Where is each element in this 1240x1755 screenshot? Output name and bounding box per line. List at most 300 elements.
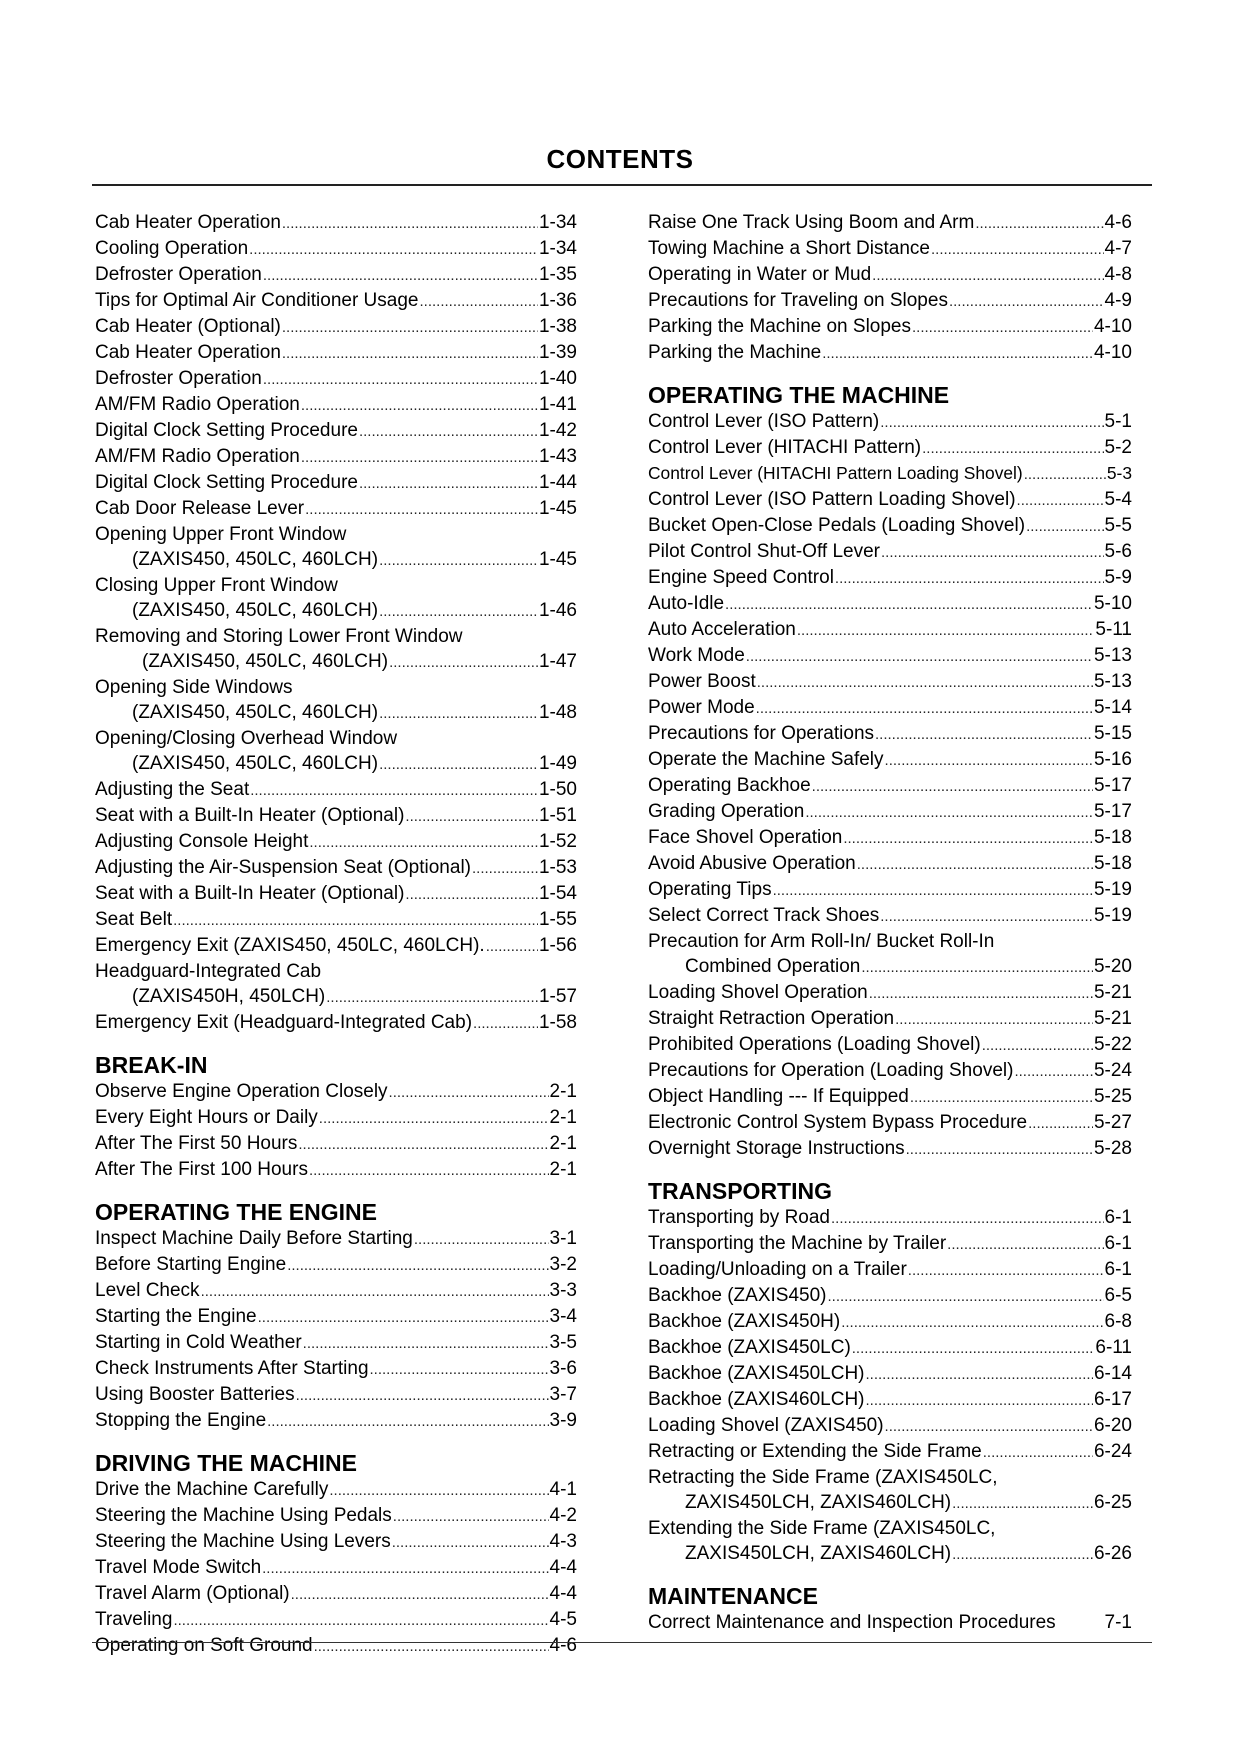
toc-entry[interactable]	[95, 881, 577, 907]
toc-entry-page: 1-57	[538, 986, 577, 1007]
toc-entry[interactable]	[95, 1633, 577, 1659]
toc-entry[interactable]	[95, 470, 577, 496]
toc-entry[interactable]	[95, 1157, 577, 1183]
toc-entry[interactable]	[648, 1136, 1132, 1162]
toc-entry-page: 2-1	[549, 1133, 577, 1154]
toc-entry-title: Defroster Operation	[95, 368, 262, 389]
toc-entry-title: Select Correct Track Shoes	[648, 905, 880, 926]
toc-entry[interactable]	[95, 1278, 577, 1304]
toc-entry-title: Prohibited Operations (Loading Shovel)	[648, 1034, 981, 1055]
toc-entry-page: 5-20	[1093, 956, 1132, 977]
dot-leader	[757, 670, 1093, 695]
toc-entry-title: ZAXIS450LCH, ZAXIS460LCH)	[685, 1543, 952, 1564]
toc-entry[interactable]	[95, 236, 577, 262]
toc-entry-title: Adjusting the Air-Suspension Seat (Optional)	[95, 857, 471, 878]
toc-entry-title: Avoid Abusive Operation	[648, 853, 856, 874]
toc-entry[interactable]	[648, 825, 1132, 851]
dot-leader	[282, 341, 538, 366]
toc-entry[interactable]	[95, 649, 577, 675]
toc-entry-title: (ZAXIS450, 450LC, 460LCH)	[132, 753, 379, 774]
toc-entry-page: 5-17	[1093, 801, 1132, 822]
page-title: CONTENTS	[546, 144, 694, 174]
toc-entry-title: Starting the Engine	[95, 1306, 257, 1327]
toc-entry[interactable]	[648, 461, 1132, 487]
toc-entry-page: 1-35	[538, 264, 577, 285]
toc-entry-page: 1-47	[538, 651, 577, 672]
toc-entry-page: 4-9	[1104, 290, 1132, 311]
dot-leader	[880, 904, 1093, 929]
toc-entry[interactable]	[648, 669, 1132, 695]
toc-entry[interactable]	[648, 236, 1132, 262]
dot-leader	[393, 1504, 549, 1529]
toc-entry[interactable]	[648, 1231, 1132, 1257]
dot-leader	[975, 211, 1103, 236]
dot-leader	[329, 1478, 548, 1503]
toc-entry[interactable]	[648, 288, 1132, 314]
toc-entry-page: 2-1	[549, 1107, 577, 1128]
toc-entry-page: 6-24	[1093, 1441, 1132, 1462]
dot-leader	[267, 1409, 548, 1434]
toc-entry[interactable]	[648, 1283, 1132, 1309]
toc-entry-title: Emergency Exit (Headguard-Integrated Cab)	[95, 1012, 473, 1033]
toc-entry-title: After The First 50 Hours	[95, 1133, 298, 1154]
toc-entry-page: 6-25	[1093, 1492, 1132, 1513]
left-column	[95, 210, 577, 1659]
dot-leader	[773, 878, 1093, 903]
toc-entry-title: Tips for Optimal Air Conditioner Usage	[95, 290, 419, 311]
toc-entry-page: 1-38	[538, 316, 577, 337]
toc-entry-page: 5-28	[1093, 1138, 1132, 1159]
toc-entry-title: Loading Shovel (ZAXIS450)	[648, 1415, 884, 1436]
toc-entry-title: Parking the Machine on Slopes	[648, 316, 911, 337]
toc-entry-page: 4-8	[1104, 264, 1132, 285]
toc-entry[interactable]	[95, 496, 577, 522]
toc-entry-heading: Opening/Closing Overhead Window	[95, 728, 398, 749]
toc-entry[interactable]	[648, 539, 1132, 565]
toc-entry[interactable]	[95, 1131, 577, 1157]
toc-entry[interactable]	[95, 803, 577, 829]
toc-entry[interactable]	[648, 1110, 1132, 1136]
toc-entry[interactable]	[95, 907, 577, 933]
toc-entry-title: Transporting the Machine by Trailer	[648, 1233, 947, 1254]
toc-entry[interactable]	[648, 721, 1132, 747]
dot-leader	[797, 618, 1095, 643]
dot-leader	[291, 1582, 549, 1607]
toc-entry[interactable]	[648, 1387, 1132, 1413]
toc-entry-title: Travel Alarm (Optional)	[95, 1583, 290, 1604]
toc-entry-title: Operating Backhoe	[648, 775, 811, 796]
toc-entry-heading: Removing and Storing Lower Front Window	[95, 626, 463, 647]
toc-entry-page: 4-1	[549, 1479, 577, 1500]
toc-entry[interactable]	[95, 366, 577, 392]
toc-entry[interactable]	[648, 1439, 1132, 1465]
toc-entry[interactable]	[648, 1257, 1132, 1283]
toc-entry[interactable]	[648, 747, 1132, 773]
dot-leader	[405, 804, 538, 829]
toc-entry[interactable]	[648, 617, 1132, 643]
dot-leader	[309, 1158, 549, 1183]
dot-leader	[880, 410, 1103, 435]
toc-entry-page: 4-4	[549, 1583, 577, 1604]
toc-entry-title: Observe Engine Operation Closely	[95, 1081, 388, 1102]
toc-entry[interactable]	[648, 340, 1132, 366]
toc-entry-page: 5-27	[1093, 1112, 1132, 1133]
toc-entry[interactable]	[648, 1084, 1132, 1110]
dot-leader	[263, 367, 538, 392]
dot-leader	[931, 237, 1104, 262]
toc-entry[interactable]	[95, 1503, 577, 1529]
dot-leader	[947, 1232, 1103, 1257]
toc-entry-page: 5-21	[1093, 982, 1132, 1003]
toc-entry-title: (ZAXIS450, 450LC, 460LCH)	[132, 702, 379, 723]
toc-entry-page: 1-34	[538, 212, 577, 233]
toc-entry-title: (ZAXIS450H, 450LCH)	[132, 986, 326, 1007]
toc-entry-title: Steering the Machine Using Pedals	[95, 1505, 392, 1526]
dot-leader	[414, 1227, 549, 1252]
toc-entry-page: 3-7	[549, 1384, 577, 1405]
dot-leader	[912, 315, 1093, 340]
toc-entry-title: Using Booster Batteries	[95, 1384, 295, 1405]
dot-leader	[263, 263, 538, 288]
toc-entry[interactable]	[648, 1032, 1132, 1058]
toc-entry-title: Operating Tips	[648, 879, 772, 900]
toc-entry[interactable]	[648, 799, 1132, 825]
toc-entry-page: 3-9	[549, 1410, 577, 1431]
toc-entry[interactable]	[648, 773, 1132, 799]
dot-leader	[822, 341, 1093, 366]
toc-entry-title: Operating on Soft Ground	[95, 1635, 313, 1656]
section-heading: BREAK-IN	[95, 1052, 208, 1078]
toc-entry-title: Stopping the Engine	[95, 1410, 267, 1431]
toc-entry-title: Travel Mode Switch	[95, 1557, 262, 1578]
toc-entry-title: Combined Operation	[685, 956, 861, 977]
toc-entry-title: Precautions for Operations	[648, 723, 875, 744]
dot-leader	[982, 1033, 1093, 1058]
toc-entry-title: Emergency Exit (ZAXIS450, 450LC, 460LCH).	[95, 935, 485, 956]
toc-entry[interactable]	[648, 903, 1132, 929]
toc-entry[interactable]	[648, 1361, 1132, 1387]
dot-leader	[314, 1634, 549, 1659]
toc-entry[interactable]	[648, 1413, 1132, 1439]
toc-entry[interactable]	[648, 1006, 1132, 1032]
toc-entry[interactable]	[648, 565, 1132, 591]
toc-entry[interactable]	[95, 1105, 577, 1131]
toc-entry[interactable]	[648, 487, 1132, 513]
toc-entry-title: Steering the Machine Using Levers	[95, 1531, 391, 1552]
toc-entry[interactable]	[648, 591, 1132, 617]
dot-leader	[309, 830, 538, 855]
toc-entry[interactable]	[95, 547, 577, 573]
toc-entry-title: Straight Retraction Operation	[648, 1008, 895, 1029]
toc-entry-title: Defroster Operation	[95, 264, 262, 285]
toc-entry-page: 6-1	[1104, 1233, 1132, 1254]
toc-entry-title: Operate the Machine Safely	[648, 749, 884, 770]
toc-entry-heading: Retracting the Side Frame (ZAXIS450LC,	[648, 1467, 998, 1488]
toc-entry-page: 1-41	[538, 394, 577, 415]
toc-entry-title: Pilot Control Shut-Off Lever	[648, 541, 880, 562]
toc-entry[interactable]	[95, 210, 577, 236]
toc-entry-title: Operating in Water or Mud	[648, 264, 872, 285]
toc-entry-title: Adjusting Console Height	[95, 831, 309, 852]
toc-entry-heading: Headguard-Integrated Cab	[95, 961, 322, 982]
toc-entry-title: Starting in Cold Weather	[95, 1332, 302, 1353]
dot-leader	[472, 856, 538, 881]
toc-entry[interactable]	[648, 1490, 1132, 1516]
toc-entry-title: (ZAXIS450, 450LC, 460LCH)	[132, 549, 379, 570]
toc-entry[interactable]	[648, 980, 1132, 1006]
toc-entry-page: 1-53	[538, 857, 577, 878]
toc-entry[interactable]	[95, 418, 577, 444]
dot-leader	[841, 1310, 1103, 1335]
toc-entry-title: Towing Machine a Short Distance	[648, 238, 930, 259]
toc-entry[interactable]	[648, 409, 1132, 435]
toc-entry[interactable]	[95, 1010, 577, 1036]
toc-entry-page: 6-5	[1104, 1285, 1132, 1306]
toc-entry[interactable]	[95, 1252, 577, 1278]
toc-entry-page: 4-5	[549, 1609, 577, 1630]
toc-entry[interactable]	[95, 1330, 577, 1356]
toc-entry-page: 1-56	[538, 935, 577, 956]
dot-leader	[857, 852, 1093, 877]
toc-entry-page: 1-45	[538, 498, 577, 519]
dot-leader	[298, 1132, 548, 1157]
toc-entry-title: Loading Shovel Operation	[648, 982, 868, 1003]
toc-entry-title: ZAXIS450LCH, ZAXIS460LCH)	[685, 1492, 952, 1513]
toc-entry-page: 3-6	[549, 1358, 577, 1379]
dot-leader	[831, 1206, 1104, 1231]
dot-leader	[250, 778, 538, 803]
toc-entry-title: Backhoe (ZAXIS460LCH)	[648, 1389, 865, 1410]
toc-entry-title: Control Lever (HITACHI Pattern Loading Shovel)	[648, 463, 1023, 483]
toc-entry[interactable]	[648, 695, 1132, 721]
dot-leader	[305, 497, 538, 522]
toc-entry-page: 5-9	[1104, 567, 1132, 588]
toc-entry-title: Correct Maintenance and Inspection Procedures	[648, 1612, 1056, 1633]
toc-entry[interactable]	[95, 444, 577, 470]
dot-leader	[835, 566, 1104, 591]
dot-leader	[296, 1383, 549, 1408]
toc-entry-page: 5-19	[1093, 905, 1132, 926]
toc-entry[interactable]	[95, 314, 577, 340]
toc-entry-title: Cab Heater (Optional)	[95, 316, 281, 337]
dot-leader	[843, 826, 1093, 851]
dot-leader	[895, 1007, 1093, 1032]
toc-entry-page: 5-25	[1093, 1086, 1132, 1107]
toc-entry[interactable]	[95, 1529, 577, 1555]
dot-leader	[379, 548, 538, 573]
dot-leader	[910, 1085, 1093, 1110]
toc-entry-title: Cab Door Release Lever	[95, 498, 305, 519]
dot-leader	[812, 774, 1093, 799]
dot-leader	[746, 644, 1093, 669]
toc-entry[interactable]	[95, 1079, 577, 1105]
dot-leader	[1017, 488, 1104, 513]
dot-leader	[869, 981, 1093, 1006]
toc-entry[interactable]	[648, 954, 1132, 980]
right-column	[648, 210, 1132, 1636]
toc-entry-page: 1-52	[538, 831, 577, 852]
dot-leader	[379, 701, 538, 726]
toc-entry[interactable]	[648, 851, 1132, 877]
toc-entry-title: Cab Heater Operation	[95, 342, 281, 363]
toc-entry-page: 4-6	[549, 1635, 577, 1656]
toc-entry[interactable]	[648, 513, 1132, 539]
toc-entry[interactable]	[95, 288, 577, 314]
toc-entry-title: Retracting or Extending the Side Frame	[648, 1441, 982, 1462]
toc-entry-page: 5-19	[1093, 879, 1132, 900]
dot-leader	[952, 1491, 1093, 1516]
toc-entry[interactable]	[95, 751, 577, 777]
dot-leader	[473, 1011, 538, 1036]
toc-entry[interactable]	[95, 1555, 577, 1581]
toc-entry-page: 3-4	[549, 1306, 577, 1327]
toc-entry[interactable]	[95, 829, 577, 855]
dot-leader	[952, 1542, 1093, 1567]
toc-entry-page: 1-50	[538, 779, 577, 800]
toc-entry-title: Work Mode	[648, 645, 745, 666]
toc-entry-page: 5-24	[1093, 1060, 1132, 1081]
toc-entry[interactable]	[95, 777, 577, 803]
toc-entry[interactable]	[648, 1335, 1132, 1361]
toc-entry[interactable]	[95, 1477, 577, 1503]
dot-leader	[949, 289, 1104, 314]
toc-entry-page: 1-54	[538, 883, 577, 904]
toc-entry-title: Bucket Open-Close Pedals (Loading Shovel)	[648, 515, 1026, 536]
toc-entry[interactable]	[95, 1304, 577, 1330]
dot-leader	[173, 908, 538, 933]
toc-entry[interactable]	[95, 933, 577, 959]
toc-entry-page: 5-11	[1095, 619, 1132, 640]
toc-entry-title: Transporting by Road	[648, 1207, 831, 1228]
dot-leader	[173, 1608, 548, 1633]
toc-entry-page: 3-3	[549, 1280, 577, 1301]
toc-entry-page: 5-15	[1093, 723, 1132, 744]
toc-entry-title: Level Check	[95, 1280, 200, 1301]
toc-entry[interactable]	[95, 1607, 577, 1633]
toc-entry[interactable]	[648, 1309, 1132, 1335]
toc-entry-page: 6-20	[1093, 1415, 1132, 1436]
toc-entry-title: Parking the Machine	[648, 342, 822, 363]
toc-entry[interactable]	[95, 262, 577, 288]
dot-leader	[392, 1530, 549, 1555]
toc-entry[interactable]	[95, 1356, 577, 1382]
toc-entry[interactable]	[648, 1058, 1132, 1084]
toc-entry[interactable]	[648, 210, 1132, 236]
dot-leader	[419, 289, 537, 314]
toc-entry-page: 6-8	[1104, 1311, 1132, 1332]
toc-entry[interactable]	[648, 262, 1132, 288]
toc-entry[interactable]	[95, 984, 577, 1010]
toc-entry[interactable]	[648, 1205, 1132, 1231]
toc-entry[interactable]	[648, 643, 1132, 669]
toc-entry-title: Precautions for Traveling on Slopes	[648, 290, 948, 311]
section-heading: TRANSPORTING	[648, 1178, 832, 1204]
dot-leader	[866, 1388, 1093, 1413]
footer-rule	[92, 1642, 1152, 1643]
toc-entry[interactable]	[648, 1541, 1132, 1567]
toc-entry-title: Adjusting the Seat	[95, 779, 250, 800]
toc-entry[interactable]	[95, 340, 577, 366]
toc-entry-page: 5-1	[1104, 411, 1132, 432]
dot-leader	[326, 985, 538, 1010]
toc-entry-page: 6-26	[1093, 1543, 1132, 1564]
dot-leader	[875, 722, 1093, 747]
toc-entry-page: 5-13	[1093, 645, 1132, 666]
dot-leader	[359, 419, 538, 444]
toc-entry-title: Auto Acceleration	[648, 619, 796, 640]
dot-leader	[1026, 514, 1103, 539]
toc-entry[interactable]	[95, 1382, 577, 1408]
toc-entry-page: 6-1	[1104, 1207, 1132, 1228]
toc-entry-title: AM/FM Radio Operation	[95, 394, 300, 415]
toc-entry[interactable]	[648, 1610, 1132, 1636]
toc-entry-title: Precautions for Operation (Loading Shovel)	[648, 1060, 1014, 1081]
toc-entry[interactable]	[95, 1226, 577, 1252]
toc-entry[interactable]	[95, 1408, 577, 1434]
toc-entry[interactable]	[648, 877, 1132, 903]
toc-entry-page: 5-13	[1093, 671, 1132, 692]
section-heading: MAINTENANCE	[648, 1583, 818, 1609]
toc-entry-page: 1-36	[538, 290, 577, 311]
toc-entry-title: Face Shovel Operation	[648, 827, 843, 848]
toc-entry-title: Backhoe (ZAXIS450H)	[648, 1311, 841, 1332]
dot-leader	[922, 436, 1103, 461]
toc-entry-title: (ZAXIS450, 450LC, 460LCH)	[142, 651, 389, 672]
toc-entry-title: Grading Operation	[648, 801, 805, 822]
toc-entry-page: 4-4	[549, 1557, 577, 1578]
toc-entry-heading: Precaution for Arm Roll-In/ Bucket Roll-In	[648, 931, 995, 952]
toc-entry[interactable]	[95, 598, 577, 624]
dot-leader	[906, 1137, 1093, 1162]
toc-entry-page: 5-18	[1093, 827, 1132, 848]
toc-entry-page: 5-10	[1093, 593, 1132, 614]
section-heading: DRIVING THE MACHINE	[95, 1450, 357, 1476]
toc-entry-title: Check Instruments After Starting	[95, 1358, 369, 1379]
toc-entry-page: 1-34	[538, 238, 577, 259]
toc-entry-page: 5-5	[1104, 515, 1132, 536]
dot-leader	[379, 599, 538, 624]
dot-leader	[885, 748, 1093, 773]
toc-entry-title: Seat with a Built-In Heater (Optional)	[95, 883, 405, 904]
toc-entry[interactable]	[95, 392, 577, 418]
dot-leader	[805, 800, 1093, 825]
toc-entry-page: 1-46	[538, 600, 577, 621]
toc-entry-title: Cab Heater Operation	[95, 212, 281, 233]
toc-entry[interactable]	[648, 435, 1132, 461]
toc-entry-title: Engine Speed Control	[648, 567, 834, 588]
toc-entry-title: Control Lever (ISO Pattern)	[648, 411, 880, 432]
title-rule	[92, 184, 1152, 186]
toc-entry-title: Inspect Machine Daily Before Starting	[95, 1228, 413, 1249]
toc-entry-page: 4-6	[1104, 212, 1132, 233]
toc-entry-page: 1-49	[538, 753, 577, 774]
toc-entry[interactable]	[648, 314, 1132, 340]
toc-entry-page: 5-3	[1106, 463, 1132, 483]
toc-entry-page: 2-1	[549, 1159, 577, 1180]
toc-entry-title: Raise One Track Using Boom and Arm	[648, 212, 975, 233]
dot-leader	[258, 1305, 549, 1330]
toc-entry[interactable]	[95, 1581, 577, 1607]
dot-leader	[881, 540, 1104, 565]
dot-leader	[287, 1253, 548, 1278]
dot-leader	[359, 471, 538, 496]
toc-entry-page: 1-55	[538, 909, 577, 930]
toc-entry[interactable]	[95, 700, 577, 726]
toc-entry-title: Cooling Operation	[95, 238, 249, 259]
toc-entry-heading: Opening Side Windows	[95, 677, 293, 698]
toc-entry[interactable]	[95, 855, 577, 881]
dot-leader	[201, 1279, 549, 1304]
